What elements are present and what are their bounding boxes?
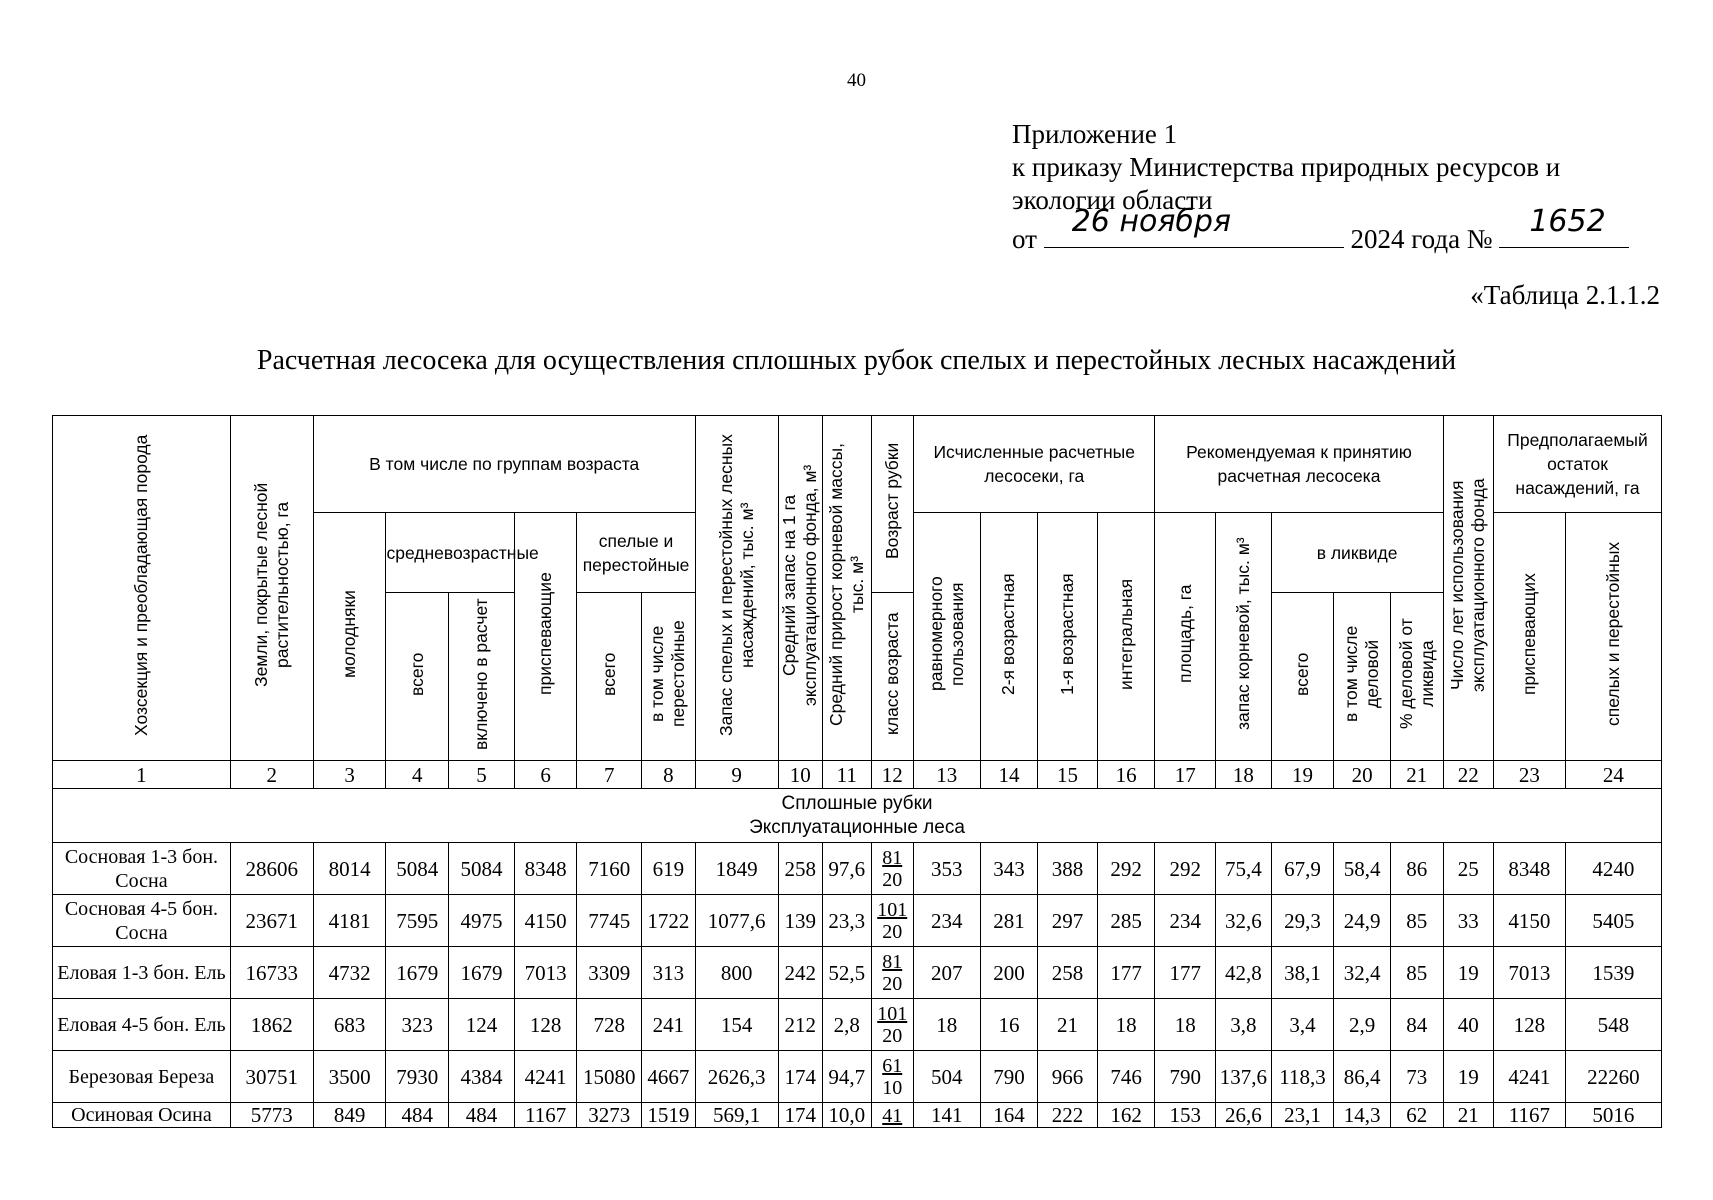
- cell-c10: 242: [778, 947, 822, 999]
- table-row: [53, 999, 1662, 1051]
- age-class-numerator: 101: [877, 898, 908, 921]
- cell-c3: 4181: [313, 895, 386, 947]
- cell-c10: 258: [778, 843, 822, 895]
- header-cutting-age: Возраст рубки: [871, 416, 913, 593]
- table-row: [53, 1051, 1662, 1103]
- column-number: 11: [823, 761, 872, 789]
- cell-c24: 5016: [1565, 1103, 1661, 1128]
- cell-c8: 1722: [642, 895, 696, 947]
- header-maturing: приспевающие: [514, 513, 577, 761]
- age-class-denominator: 20: [882, 920, 903, 943]
- row-name: Еловая 4-5 бон. Ель: [53, 999, 231, 1051]
- column-number: 21: [1390, 761, 1443, 789]
- handwritten-number: 1652: [1529, 204, 1606, 239]
- column-number: 7: [577, 761, 642, 789]
- column-number: 4: [386, 761, 449, 789]
- header-ripe-total: всего: [577, 593, 642, 761]
- cell-c16: 285: [1097, 895, 1155, 947]
- cell-c11: 94,7: [823, 1051, 872, 1103]
- cell-c7: 3309: [577, 947, 642, 999]
- year-label: 2024 года №: [1350, 224, 1493, 254]
- column-number: 14: [980, 761, 1038, 789]
- column-number: 13: [913, 761, 980, 789]
- cell-c7: 3273: [577, 1103, 642, 1128]
- row-name: Березовая Береза: [53, 1051, 231, 1103]
- forest-harvest-table: [52, 415, 1662, 1128]
- header-middle-aged: средневозрастные: [386, 513, 514, 593]
- cell-c7: 7745: [577, 895, 642, 947]
- row-name: Еловая 1-3 бон. Ель: [53, 947, 231, 999]
- header-area: площадь, га: [1155, 513, 1216, 761]
- age-class-fraction: [877, 1003, 907, 1047]
- cell-c19: 118,3: [1271, 1051, 1334, 1103]
- cell-c5: 4975: [449, 895, 515, 947]
- cell-c19: 23,1: [1271, 1103, 1334, 1128]
- cell-c17: 292: [1155, 843, 1216, 895]
- cell-c11: 10,0: [823, 1103, 872, 1128]
- cell-c16: 292: [1097, 843, 1155, 895]
- section-title-clear-cutting: Сплошные рубки: [781, 792, 933, 814]
- handwritten-date: 26 ноября: [1071, 204, 1232, 239]
- cell-c10: 174: [778, 1103, 822, 1128]
- document-title: Расчетная лесосека для осуществления сплошных рубок спелых и перестойных лесных насаждений: [256, 345, 1457, 376]
- table-row: [53, 843, 1662, 895]
- cell-c13: 504: [913, 1051, 980, 1103]
- age-class-numerator: 41: [882, 1105, 903, 1127]
- cell-c20: 86,4: [1334, 1051, 1391, 1103]
- cell-c23: 7013: [1494, 947, 1566, 999]
- cell-c22: 33: [1443, 895, 1494, 947]
- cell-c21: 84: [1390, 999, 1443, 1051]
- age-class-fraction: [882, 1055, 902, 1099]
- cell-c14: 16: [980, 999, 1038, 1051]
- cell-c18: 32,6: [1216, 895, 1272, 947]
- cell-c4: 323: [386, 999, 449, 1051]
- cell-c7: 728: [577, 999, 642, 1051]
- header-ripe-overripe: спелые и перестойные: [577, 513, 695, 593]
- cell-c2: 28606: [230, 843, 313, 895]
- cell-c15: 388: [1038, 843, 1098, 895]
- cell-c2: 1862: [230, 999, 313, 1051]
- cell-c9: 569,1: [695, 1103, 778, 1128]
- cell-c14: 343: [980, 843, 1038, 895]
- cell-age-class: [871, 1103, 913, 1128]
- cell-c23: 8348: [1494, 843, 1566, 895]
- row-name: Осиновая Осина: [53, 1103, 231, 1128]
- age-class-denominator: 20: [882, 1024, 903, 1047]
- cell-c24: 5405: [1565, 895, 1661, 947]
- header-ripe-rest: спелых и перестойных: [1565, 513, 1661, 761]
- cell-c19: 38,1: [1271, 947, 1334, 999]
- table-row: [53, 1103, 1662, 1128]
- cell-c5: 5084: [449, 843, 515, 895]
- cell-c14: 281: [980, 895, 1038, 947]
- age-class-denominator: 10: [882, 1076, 903, 1099]
- cell-c9: 154: [695, 999, 778, 1051]
- cell-c20: 24,9: [1334, 895, 1391, 947]
- cell-c16: 177: [1097, 947, 1155, 999]
- cell-c10: 139: [778, 895, 822, 947]
- cell-age-class: [871, 999, 913, 1051]
- age-class-fraction: [877, 899, 907, 943]
- cell-c15: 258: [1038, 947, 1098, 999]
- cell-c6: 4150: [514, 895, 577, 947]
- age-class-denominator: 20: [882, 868, 903, 891]
- cell-c17: 18: [1155, 999, 1216, 1051]
- column-number: 23: [1494, 761, 1566, 789]
- cell-c5: 4384: [449, 1051, 515, 1103]
- cell-c23: 1167: [1494, 1103, 1566, 1128]
- header-overripe: в том числе перестойные: [642, 593, 696, 761]
- cell-c17: 234: [1155, 895, 1216, 947]
- age-class-numerator: 81: [882, 950, 903, 973]
- cell-c18: 137,6: [1216, 1051, 1272, 1103]
- cell-c8: 4667: [642, 1051, 696, 1103]
- header-calculated-cutting: Исчисленные расчетные лесосеки, га: [913, 416, 1155, 513]
- column-numbers-row: [53, 761, 1662, 789]
- age-class-fraction: [882, 1105, 902, 1127]
- cell-c18: 42,8: [1216, 947, 1272, 999]
- cell-c15: 297: [1038, 895, 1098, 947]
- cell-c5: 1679: [449, 947, 515, 999]
- cell-c7: 7160: [577, 843, 642, 895]
- cell-c19: 29,3: [1271, 895, 1334, 947]
- cell-c8: 241: [642, 999, 696, 1051]
- age-class-fraction: [882, 847, 902, 891]
- header-ripe-stock: Запас спелых и перестойных лесных насаждений, тыс. м³: [695, 416, 778, 761]
- cell-c2: 30751: [230, 1051, 313, 1103]
- date-field: [1044, 204, 1344, 248]
- cell-c13: 18: [913, 999, 980, 1051]
- cell-c2: 16733: [230, 947, 313, 999]
- cell-c14: 200: [980, 947, 1038, 999]
- cell-c6: 7013: [514, 947, 577, 999]
- cell-c6: 8348: [514, 843, 577, 895]
- appendix-block: [1012, 118, 1629, 256]
- cell-c22: 19: [1443, 947, 1494, 999]
- age-class-numerator: 61: [882, 1054, 903, 1077]
- cell-c11: 52,5: [823, 947, 872, 999]
- column-number: 3: [313, 761, 386, 789]
- cell-c21: 73: [1390, 1051, 1443, 1103]
- row-name: Сосновая 1-3 бон. Сосна: [53, 843, 231, 895]
- appendix-date-line: [1012, 204, 1629, 256]
- header-uniform-use: равномерного пользования: [913, 513, 980, 761]
- header-age-class: класс возраста: [871, 593, 913, 761]
- header-age-groups: В том числе по группам возраста: [313, 416, 695, 513]
- cell-c14: 790: [980, 1051, 1038, 1103]
- column-number: 15: [1038, 761, 1098, 789]
- cell-c4: 1679: [386, 947, 449, 999]
- cell-c18: 3,8: [1216, 999, 1272, 1051]
- cell-c9: 1849: [695, 843, 778, 895]
- header-integral: интегральная: [1097, 513, 1155, 761]
- column-number: 8: [642, 761, 696, 789]
- cell-c13: 234: [913, 895, 980, 947]
- header-middle-included: включено в расчет: [449, 593, 515, 761]
- cell-c11: 23,3: [823, 895, 872, 947]
- cell-c22: 40: [1443, 999, 1494, 1051]
- cell-c17: 153: [1155, 1103, 1216, 1128]
- cell-c8: 619: [642, 843, 696, 895]
- table-row: [53, 947, 1662, 999]
- cell-c2: 23671: [230, 895, 313, 947]
- cell-c18: 26,6: [1216, 1103, 1272, 1128]
- cell-c21: 85: [1390, 895, 1443, 947]
- header-recommended-cutting: Рекомендуемая к принятию расчетная лесосека: [1155, 416, 1443, 513]
- cell-c21: 86: [1390, 843, 1443, 895]
- header-avg-growth: Средний прирост корневой массы, тыс. м³: [823, 416, 872, 761]
- cell-c4: 484: [386, 1103, 449, 1128]
- cell-c3: 4732: [313, 947, 386, 999]
- cell-c22: 19: [1443, 1051, 1494, 1103]
- table-row: [53, 895, 1662, 947]
- cell-age-class: [871, 843, 913, 895]
- cell-c13: 141: [913, 1103, 980, 1128]
- column-number: 5: [449, 761, 515, 789]
- cell-c3: 3500: [313, 1051, 386, 1103]
- header-business-percent: % деловой от ликвида: [1390, 593, 1443, 761]
- cell-c18: 75,4: [1216, 843, 1272, 895]
- header-remaining-stands: Предполагаемый остаток насаждений, га: [1494, 416, 1662, 513]
- header-root-stock: запас корневой, тыс. м³: [1216, 513, 1272, 761]
- cell-c15: 966: [1038, 1051, 1098, 1103]
- cell-c7: 15080: [577, 1051, 642, 1103]
- cell-c3: 683: [313, 999, 386, 1051]
- column-number: 10: [778, 761, 822, 789]
- section-title-exploitation-forests: Эксплуатационные леса: [749, 816, 965, 838]
- header-in-liquid: в ликвиде: [1271, 513, 1443, 593]
- header-forest-land: Земли, покрытые лесной растительностью, га: [230, 416, 313, 761]
- cell-c19: 67,9: [1271, 843, 1334, 895]
- age-class-fraction: [882, 951, 902, 995]
- cell-c11: 97,6: [823, 843, 872, 895]
- column-number: 19: [1271, 761, 1334, 789]
- cell-c8: 1519: [642, 1103, 696, 1128]
- cell-c24: 22260: [1565, 1051, 1661, 1103]
- cell-c16: 162: [1097, 1103, 1155, 1128]
- cell-c2: 5773: [230, 1103, 313, 1128]
- appendix-ministry-line: экологии области: [1012, 185, 1213, 215]
- cell-c22: 25: [1443, 843, 1494, 895]
- cell-c6: 128: [514, 999, 577, 1051]
- header-years-of-use: Число лет использования эксплуатационного фонда: [1443, 416, 1494, 761]
- column-number: 12: [871, 761, 913, 789]
- cell-c14: 164: [980, 1103, 1038, 1128]
- cell-c22: 21: [1443, 1103, 1494, 1128]
- cell-c23: 128: [1494, 999, 1566, 1051]
- from-label: от: [1012, 224, 1037, 254]
- cell-c15: 222: [1038, 1103, 1098, 1128]
- header-maturing-rest: приспевающих: [1494, 513, 1566, 761]
- cell-c10: 174: [778, 1051, 822, 1103]
- cell-c8: 313: [642, 947, 696, 999]
- column-number: 16: [1097, 761, 1155, 789]
- appendix-order-line: к приказу Министерства природных ресурсов и: [1012, 152, 1561, 182]
- cell-c16: 18: [1097, 999, 1155, 1051]
- cell-c6: 1167: [514, 1103, 577, 1128]
- cell-c6: 4241: [514, 1051, 577, 1103]
- cell-c4: 5084: [386, 843, 449, 895]
- cell-c10: 212: [778, 999, 822, 1051]
- header-avg-stock: Средний запас на 1 га эксплуатационного фонда, м³: [778, 416, 822, 761]
- cell-c15: 21: [1038, 999, 1098, 1051]
- column-number: 9: [695, 761, 778, 789]
- cell-c20: 58,4: [1334, 843, 1391, 895]
- column-number: 17: [1155, 761, 1216, 789]
- cell-c20: 2,9: [1334, 999, 1391, 1051]
- column-number: 20: [1334, 761, 1391, 789]
- section-header: [53, 789, 1662, 843]
- cell-c4: 7930: [386, 1051, 449, 1103]
- cell-c3: 849: [313, 1103, 386, 1128]
- header-second-age: 2-я возрастная: [980, 513, 1038, 761]
- cell-c13: 207: [913, 947, 980, 999]
- age-class-denominator: 20: [882, 972, 903, 995]
- cell-c21: 85: [1390, 947, 1443, 999]
- cell-c24: 4240: [1565, 843, 1661, 895]
- cell-age-class: [871, 1051, 913, 1103]
- header-liquid-business: в том числе деловой: [1334, 593, 1391, 761]
- cell-c23: 4150: [1494, 895, 1566, 947]
- cell-c9: 1077,6: [695, 895, 778, 947]
- cell-c9: 800: [695, 947, 778, 999]
- cell-c24: 548: [1565, 999, 1661, 1051]
- cell-c23: 4241: [1494, 1051, 1566, 1103]
- cell-c24: 1539: [1565, 947, 1661, 999]
- header-section-species: Хозсекция и преобладающая порода: [53, 416, 231, 761]
- cell-c5: 124: [449, 999, 515, 1051]
- column-number: 24: [1565, 761, 1661, 789]
- header-liquid-total: всего: [1271, 593, 1334, 761]
- cell-c20: 32,4: [1334, 947, 1391, 999]
- cell-c17: 790: [1155, 1051, 1216, 1103]
- header-first-age: 1-я возрастная: [1038, 513, 1098, 761]
- column-number: 6: [514, 761, 577, 789]
- table-reference: «Таблица 2.1.1.2: [1470, 280, 1660, 310]
- cell-c11: 2,8: [823, 999, 872, 1051]
- appendix-title: Приложение 1: [1012, 119, 1178, 149]
- column-number: 22: [1443, 761, 1494, 789]
- header-young: молодняки: [313, 513, 386, 761]
- age-class-numerator: 81: [882, 846, 903, 869]
- cell-c19: 3,4: [1271, 999, 1334, 1051]
- cell-c3: 8014: [313, 843, 386, 895]
- cell-c5: 484: [449, 1103, 515, 1128]
- column-number: 18: [1216, 761, 1272, 789]
- cell-age-class: [871, 947, 913, 999]
- cell-c17: 177: [1155, 947, 1216, 999]
- header-middle-total: всего: [386, 593, 449, 761]
- cell-c20: 14,3: [1334, 1103, 1391, 1128]
- age-class-numerator: 101: [877, 1002, 908, 1025]
- column-number: 2: [230, 761, 313, 789]
- cell-c9: 2626,3: [695, 1051, 778, 1103]
- page-number: 40: [847, 70, 866, 91]
- cell-age-class: [871, 895, 913, 947]
- cell-c4: 7595: [386, 895, 449, 947]
- cell-c16: 746: [1097, 1051, 1155, 1103]
- row-name: Сосновая 4-5 бон. Сосна: [53, 895, 231, 947]
- cell-c21: 62: [1390, 1103, 1443, 1128]
- column-number: 1: [53, 761, 231, 789]
- number-field: [1499, 204, 1629, 248]
- cell-c13: 353: [913, 843, 980, 895]
